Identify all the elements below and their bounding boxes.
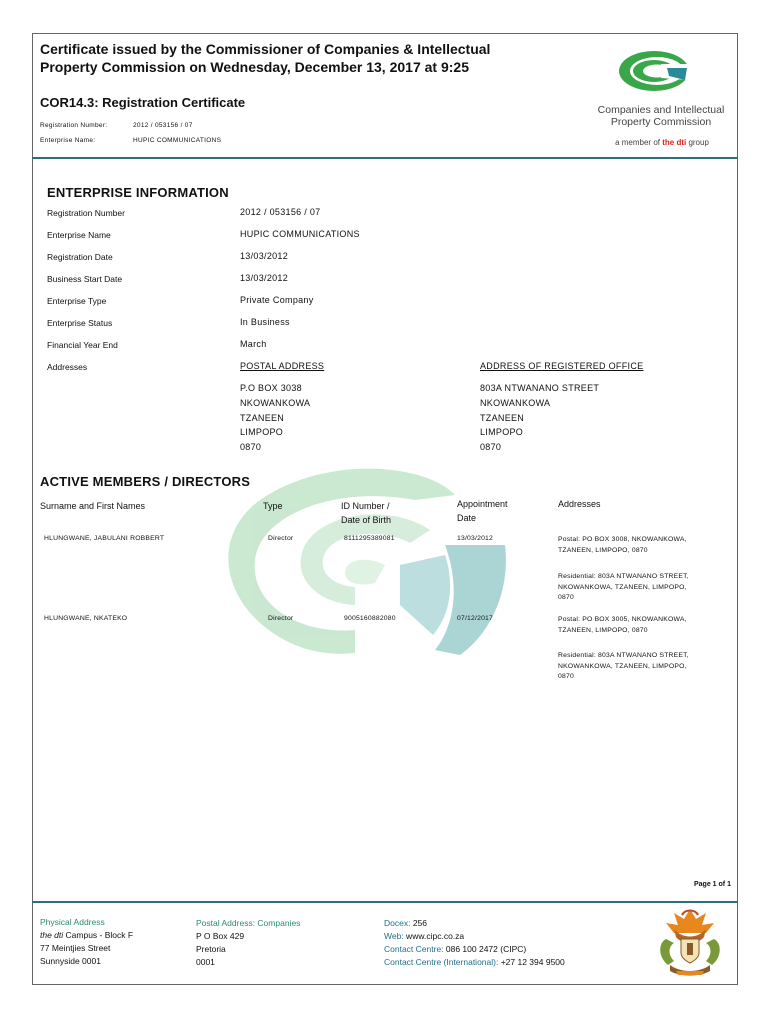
watermark-logo — [205, 455, 540, 670]
contact-centre-international — [384, 956, 565, 969]
enterprise-name-label: Enterprise Name: — [40, 137, 96, 144]
contact-value: 086 100 2472 (CIPC) — [443, 944, 527, 954]
address-line: 77 Meintjies Street — [40, 943, 111, 953]
member-prefix: a member of — [615, 138, 663, 147]
web-link[interactable]: www.cipc.co.za — [403, 931, 465, 941]
col-header-appointment-line-2: Date — [457, 513, 477, 523]
docex-label: Docex: — [384, 918, 411, 928]
field-label: Registration Number — [47, 208, 125, 218]
cipc-name-line-2: Property Commission — [610, 116, 712, 128]
member-residential-address — [558, 651, 689, 683]
field-label: Enterprise Status — [47, 318, 113, 328]
contact-intl-value: +27 12 394 9500 — [498, 957, 565, 967]
field-label: Business Start Date — [47, 274, 123, 284]
dti-member-tagline — [606, 138, 718, 147]
col-header-appointment — [457, 497, 508, 525]
col-header-id — [341, 499, 391, 527]
col-header-addresses: Addresses — [558, 499, 601, 509]
member-suffix: group — [686, 138, 709, 147]
member-postal-address — [558, 535, 687, 556]
address-line: TZANEEN, LIMPOPO, 0870 — [558, 546, 648, 554]
docex-value: 256 — [410, 918, 428, 928]
field-value: Private Company — [240, 295, 314, 305]
address-line: Residential: 803A NTWANANO STREET, — [558, 652, 689, 659]
member-residential-address — [558, 572, 689, 604]
address-line: NKOWANKOWA — [480, 397, 551, 408]
addresses-label: Addresses — [47, 362, 88, 372]
page-number: Page 1 of 1 — [694, 881, 731, 888]
field-value: 13/03/2012 — [240, 273, 289, 283]
contact-details — [384, 917, 565, 969]
address-line: 0870 — [480, 442, 502, 453]
member-id: 9005160882080 — [344, 615, 396, 622]
member-appointment-date: 13/03/2012 — [457, 535, 494, 542]
address-line: 0870 — [558, 594, 574, 601]
field-label: Registration Date — [47, 252, 113, 262]
cipc-logo — [617, 48, 691, 94]
contact-intl-label: Contact Centre (International): — [384, 957, 499, 967]
address-line: TZANEEN — [240, 412, 285, 423]
address-line: Pretoria — [196, 944, 226, 954]
field-value: 2012 / 053156 / 07 — [240, 207, 321, 217]
members-heading: ACTIVE MEMBERS / DIRECTORS — [40, 474, 251, 489]
postal-companies-heading: Postal Address: Companies — [196, 918, 301, 928]
certificate-title-line-1: Certificate issued by the Commissioner of Companies & Intellectual — [40, 41, 491, 57]
postal-address-heading: POSTAL ADDRESS — [240, 361, 325, 371]
member-id: 8111295389081 — [344, 535, 395, 542]
address-line: Sunnyside 0001 — [40, 956, 101, 966]
field-value: 13/03/2012 — [240, 251, 289, 261]
reg-number-label: Registration Number: — [40, 122, 108, 129]
field-label: Enterprise Name — [47, 230, 111, 240]
address-line: NKOWANKOWA, TZANEEN, LIMPOPO, — [558, 583, 687, 591]
address-line: LIMPOPO — [240, 427, 284, 438]
member-brand: the dti — [662, 138, 687, 147]
col-header-name: Surname and First Names — [40, 501, 146, 511]
enterprise-name-value: HUPIC COMMUNICATIONS — [133, 137, 222, 144]
docex — [384, 917, 565, 930]
address-line: Residential: 803A NTWANANO STREET, — [558, 573, 689, 580]
address-line: 803A NTWANANO STREET — [480, 383, 600, 393]
field-value: HUPIC COMMUNICATIONS — [240, 229, 360, 239]
contact-label: Contact Centre: — [384, 944, 444, 954]
member-name: HLUNGWANE, JABULANI ROBBERT — [44, 535, 165, 542]
registered-office-address — [480, 381, 599, 455]
certificate-title-line-2: Property Commission on Wednesday, December 13, 2017 at 9:25 — [40, 59, 469, 75]
field-label: Enterprise Type — [47, 296, 107, 306]
campus-brand: the dti — [40, 930, 64, 940]
member-name: HLUNGWANE, NKATEKO — [44, 615, 128, 622]
address-line: TZANEEN, LIMPOPO, 0870 — [558, 626, 648, 634]
registered-office-heading: ADDRESS OF REGISTERED OFFICE — [480, 361, 644, 371]
col-header-type: Type — [263, 501, 283, 511]
certificate-type: COR14.3: Registration Certificate — [40, 95, 246, 110]
header-divider — [32, 157, 738, 159]
address-line: LIMPOPO — [480, 427, 524, 438]
physical-address — [40, 916, 133, 968]
cipc-name-line-1: Companies and Intellectual — [597, 104, 725, 116]
field-value: March — [240, 339, 267, 349]
contact-centre — [384, 943, 565, 956]
address-line: TZANEEN — [480, 412, 525, 423]
member-postal-address — [558, 615, 687, 636]
field-value: In Business — [240, 317, 290, 327]
address-line: NKOWANKOWA — [240, 397, 311, 408]
physical-campus — [40, 929, 133, 942]
col-header-appointment-line-1: Appointment — [457, 499, 508, 509]
address-line: P.O BOX 3038 — [240, 383, 302, 393]
address-line: 0870 — [558, 673, 574, 680]
address-line: 0870 — [240, 442, 262, 453]
coat-of-arms-icon — [652, 905, 728, 981]
address-line: Postal: PO BOX 3005, NKOWANKOWA, — [558, 616, 687, 623]
campus-rest: Campus - Block F — [63, 930, 134, 940]
address-line: 0001 — [196, 957, 215, 967]
member-type: Director — [268, 615, 294, 622]
footer-divider — [32, 901, 738, 903]
address-line: Postal: PO BOX 3008, NKOWANKOWA, — [558, 536, 687, 543]
address-line: P O Box 429 — [196, 931, 245, 941]
postal-address — [240, 381, 310, 455]
field-label: Financial Year End — [47, 340, 118, 350]
enterprise-info-heading: ENTERPRISE INFORMATION — [47, 185, 229, 200]
web — [384, 930, 565, 943]
web-label: Web: — [384, 931, 404, 941]
postal-address-companies — [196, 917, 300, 969]
physical-address-heading: Physical Address — [40, 917, 105, 927]
col-header-id-line-2: Date of Birth — [341, 515, 392, 525]
address-line: NKOWANKOWA, TZANEEN, LIMPOPO, — [558, 662, 687, 670]
reg-number-value: 2012 / 053156 / 07 — [133, 122, 193, 129]
member-type: Director — [268, 535, 294, 542]
member-appointment-date: 07/12/2017 — [457, 615, 494, 622]
col-header-id-line-1: ID Number / — [341, 501, 390, 511]
